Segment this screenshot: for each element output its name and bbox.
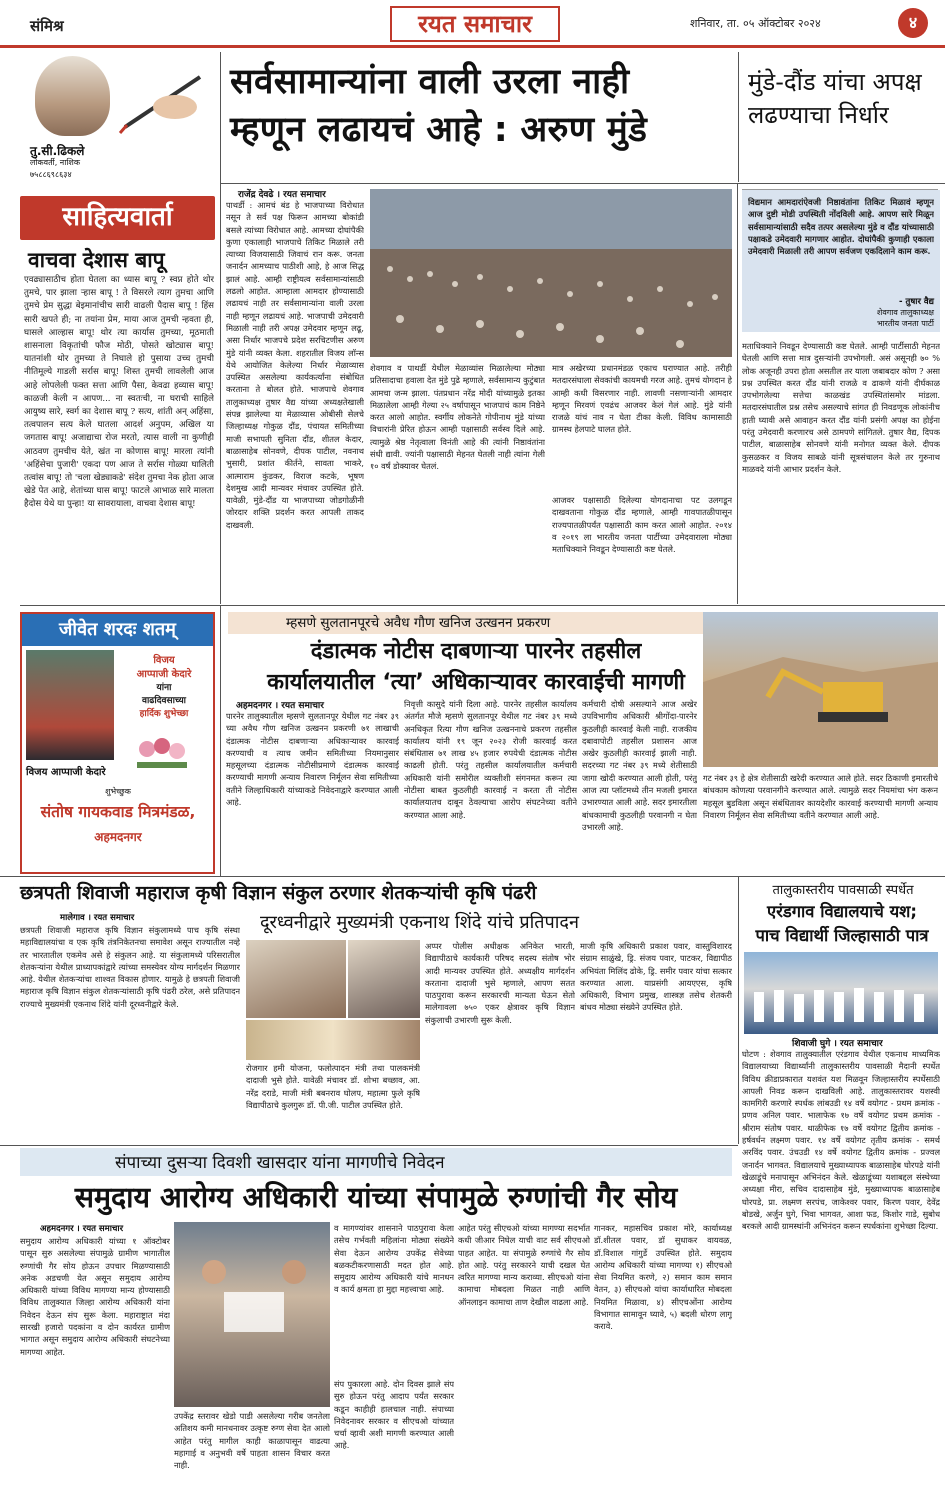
- krushi-subhead: दूरध्वनीद्वारे मुख्यमंत्री एकनाथ शिंदे यांचे प्रतिपादन: [260, 912, 579, 933]
- rally-crowd-photo: [370, 189, 732, 357]
- page-header: [0, 0, 945, 48]
- birthday-greeting: [120, 652, 208, 719]
- school-byline: शिवाजी घुगे । रयत समाचार: [792, 1039, 883, 1049]
- lead-col1: पाथर्डी : आमचं बंड हे भाजपाच्या विरोधात नसून ते सर्व पक्ष फिरून आमच्या बोकांडी बसले त्यांच्या विरोधात आहे. आमच्या दोघांपैकी कुणा एकालाही भाजपाचे तिकिट मिळाले तरी त्याच्या विजयासाठी जिवाचं रान करू. जनता जनार्दन आमच्याच पाठीशी आहे, हे आज सिद्ध झालं आहे. आम्ही राष्ट्रीयत्व सर्वसामान्यांसाठी लढलो आहोत. आम्हाला आमदार होण्यासाठी लढायचं नाही तर सर्वसामान्यांना वाली उरला नाही म्हणून लढायचं आहे. भाजपाची उमेदवारी मिळाली नाही तरी अपक्ष उमेदवार म्हणून लढू, असा निर्धार भाजपचे प्रदेश सरचिटणीस अरुण मुंडे यांनी व्यक्त केला. शहरातील विजय लॉन्स येथे आयोजित केलेल्या निर्धार मेळाव्यास उपस्थित असलेल्या कार्यकर्त्यांना संबोधित करताना ते बोलत होते. भाजपाचे शेवगाव तालुकाध्यक्ष तुषार वैद्य यांच्या अध्यक्षतेखाली संपन्न झालेल्या या मेळाव्यास ओबीसी सेलचे जिल्हाध्यक्ष गोकुळ दौंड, पंचायत समितीच्या माजी सभापती सुनिता दौंड, शीतल केदार, बाळासाहेब सोनवणे, दीपक पाटील, नवनाथ भुसारी, प्रशांत कीर्तने, सावता भाकरे, आत्माराम कुंडकर, विराज कटके, भूषण देशमुख आदी मान्यवर मंचावर उपस्थित होते. यावेळी, मुंडे-दौंड या भाजपाच्या जोडगोळीनी जोरदार शक्ति प्रदर्शन करत आपली ताकद दाखवली.: [226, 200, 364, 530]
- masthead: रयत समाचार: [390, 6, 560, 42]
- lead-col4: आजवर पक्षासाठी दिलेल्या योगदानाचा पट उलगडून दाखवताना गोकुळ दौंड म्हणाले, आम्ही गावपातळीपासून राज्यपातळीपर्यंत पक्षासाठी काम करत आलो आहोत. २०१४ व २०१९ ला भारतीय जनता पार्टीच्या उमेदवाराला मोठ्या मताधिक्याने निवडून देण्यासाठी कष्ट घेतले.: [552, 495, 732, 555]
- poem-title: वाचवा देशास बापू: [28, 248, 165, 272]
- poem-text: एवढ्यासाठीच होता घेतला का ध्यास बापू ? स्वप्न होते थोर तुमचे, पार झाला ऱ्हास बापू ! ते विसरले त्याग तुमचा आणि तुमचे प्रेम सुद्धा बेइमानांचीच सारी वाढली पैदास बापू ! हिंस सारी खपते ही; ना तयांना प्रेम, माया आज तुमची न्हवता ही, घासले आल्हास बापू! थोर त्या कार्यास तुमच्या, मूठमाती शासनाला विकृतांची फौज मोठी, पोसते खोट्यास बापू! यातनांशी थोर तुमच्या ते निघाले हो पुसाया उच्च तुमची नीतिमूल्ये गाडली सर्रास बापू! शिस्त तुमची लावलेली आज आहे लोपलेली फक्त सत्ता आणि पैसा, केवढा हव्यास बापू! काळजी केली न आपण... ना स्वतःची, ना घराची साहिले आयुष्य सारे, स्वर्ग का देशास बापू ? सत्य, शांती अन् अहिंसा, तत्वपालन सत्य केले घातला आदर्श अनुपम, अखिल या जगतास बापू! अजाद्याचा रोज मरतो, त्यास वाली ना कुणीही आठवण तुमचीच येते, खंत ना कोणास बापू! मारला त्यांनी 'अहिंसेचा पुजारी' एकदा पण आज ते सर्रास गोळ्या घालिती तत्वांस बापू! तो 'चला खेड्याकडे' संदेश तुमचा नेक होता आज खेडे पेत आहे, शेतांच्या घास बापू! फाटले आभाळ सारे मालता हैदोस येथे या पुन्हा! या सावरायाला, वाचवा देशास बापू!: [24, 275, 214, 510]
- school-students-photo: [744, 952, 938, 1034]
- krushi-photo-1: [246, 940, 346, 1018]
- sidebar-headline: मुंडे-दौंड यांचा अपक्ष लढण्याचा निर्धार: [748, 68, 922, 129]
- birthday-ad: [20, 612, 215, 874]
- health-headline: समुदाय आरोग्य अधिकारी यांच्या संपामुळे रुग्णांची गैर सोय: [74, 1181, 678, 1214]
- school-headline-line1: एरंडगाव विद्यालयाचे यश;: [767, 902, 917, 921]
- lead-col2: शेवगाव व पाथर्डी येथील मेळाव्यांस मिळालेल्या मोठ्या प्रतिसादाचा हवाला देत मुंडे पुढे म्हणाले, सर्वसामान्य कुटुंबात आमचा जन्म झाला. पंतप्रधान नरेंद्र मोदी यांच्यामुळे इतका मिळालेला आम्ही गेल्या २५ वर्षापासून भाजपाचं काम निष्ठेने करत आलो आहोत. स्वर्गीय लोकनेते गोपीनाथ मुंडे यांच्या विचारांनी प्रेरित होऊन आम्ही पक्षासाठी सर्वस्व दिले आहे. त्यामुळे श्रेष्ठ नेतृत्वाला विनंती आहे की त्यांनी निष्ठावंतांना संधी द्यावी. ज्यांनी पक्षासाठी मेहनत घेतली नाही त्यांना गेली १० वर्षं डोक्यावर घेतलं.: [370, 363, 545, 472]
- mining-headline: [256, 636, 696, 698]
- quote-author-role: शेवगाव तालुकाध्यक्ष: [876, 308, 934, 317]
- greet-line3: यांना: [156, 683, 172, 693]
- birthday-person-photo: [26, 650, 114, 760]
- krushi-photo-2: [348, 940, 420, 1018]
- author-photo: [35, 56, 110, 136]
- birthday-person-name: विजय आप्पाजी केदारे: [26, 767, 106, 778]
- health-col6: संप पुकारला आहे. दोन दिवस झाले संप सुरु होऊन परंतु आदाप पर्यंत सरकार कडून काहीही हालचाल नाही. संपाच्या निवेदनावर सरकार व सीएचओ यांच्यात चर्चा व्हावी अशी मागणी करण्यात आली आहे.: [334, 1379, 454, 1451]
- author-phone: ७५८८६९८६३४: [30, 170, 72, 179]
- health-col3: आहेत परंतु सीएचओ यांच्या मागण्या सदर्भात कधी जीआर निघेल याची वाट सर्व सीएचओ पाहत आहेत. या संपामुळे रुग्णांचे गैर सोय होत आहे. परंतु सरकारने याची दखल घेत त्वरित मागण्या मान्य कराव्या. सीएचओ यांना कामाचा मोबदला मिळत नाही आणि ऑनलाइन कामाचा ताण देखील वाढला आहे.: [458, 1223, 590, 1307]
- mining-col2: निवृत्ती कासुदे यांनी दिला आहे. पारनेर तहसील कार्यालय अंतर्गत मौजे म्हसणे सुलतानपूर येथील गट नंबर ३९ मध्ये अनधिकृत रित्या गौण खनिज उत्खननाचे प्रकरण तहसील कार्यालय यांनी १९ जून २०२३ रोजी कारवाई करत संबंधितास ७१ लाख ४५ हजार रुपयेची दंडात्मक नोटीस काढली होती. परंतु तहसील कार्यालयातील कर्मचारी अधिकारी यांनी समोरील व्यक्तीशी संगनमत करून त्या नोटीसा बाबत कुठलीही कारवाई न करता ती नोटीस कार्यालयातच दाबून ठेवल्याचा आरोप संघटनेच्या वतीने करण्यात आला आहे.: [404, 699, 577, 820]
- greet-line2: आप्पाजी केदारे: [136, 669, 192, 680]
- greet-line5: हार्दिक शुभेच्छा: [139, 709, 189, 719]
- health-col1: समुदाय आरोग्य अधिकारी यांच्या १ ऑक्टोबर पासून सुरु असलेल्या संपामुळे ग्रामीण भागातील रुग्णांची गैर सोय होऊन उपचार मिळण्यासाठी अनेक अडचणी येत असून समुदाय आरोग्य अधिकारी यांच्या विविध मागण्या मान्य होण्यासाठी विविध तालुक्यात जिल्हा आरोग्य अधिकारी यांना निवेदन देऊन संप सुरू केला. महाराष्ट्रात मंदा सारखी हजारो पदकांना व दोन कार्यरत ग्रामीण भागात असून समुदाय आरोग्य अधिकारी संघटनेच्या मागण्या आहेत.: [20, 1236, 170, 1357]
- krushi-headline: छत्रपती शिवाजी महाराज कृषी विज्ञान संकुल ठरणार शेतकऱ्यांची कृषि पंढरी: [20, 882, 537, 904]
- krushi-col2: अप्पर पोलीस अधीक्षक अनिकेत भारती, विद्यापीठाचे कार्यकारी परिषद सदस्य संतोष भोर आदी मान्यवर उपस्थित होते. अध्यक्षीय मार्गदर्शन करताना दादाजी भुसे म्हणाले, आपण सतत पाठपुरावा करून सरकारची मान्यता घेऊन सेतो मालेगावला ७५० एकर क्षेत्रावर कृषि विज्ञान संकुलाची उभारणी सुरू केली.: [425, 941, 575, 1025]
- lead-headline: [230, 58, 735, 154]
- greet-line1: विजय: [153, 655, 175, 666]
- mining-col1: पारनेर तालुक्यातील म्हसणे सुलतानपूर येथील गट नंबर ३९ च्या अवैध गौण खनिज उत्खनन प्रकरणी ७१ लाखाची दंडात्मक नोटीस दाबणाऱ्या अधिकाऱ्यावर कारवाई करण्याची व त्याच जमीन समितीच्या नियमानुसार महसूलच्या दंडात्मक नोटीसीप्रमाणे दंडात्मक कारवाई करण्याची मागणी अन्याय निवारण निर्मूलन सेवा समितीच्या वतीने जिल्हाधिकारी यांच्याकडे निवेदनाद्वारे करण्यात आली आहे.: [226, 711, 399, 808]
- health-col5: उपकेंद्र स्तरावर खेडो पाडी असलेल्या गरीब जनतेला अतिशय कमी मानधनावर उत्कृष्ट रुग्ण सेवा देत आलो आहेत परंतु मागील काही काळापासून वाढत्या महागाई व अनुभवी वर्षे पाहता शासन विचार करत नाही.: [174, 1411, 330, 1471]
- lead-byline: राजेंद्र देवढे । रयत समाचार: [238, 190, 326, 200]
- mining-col4: गट नंबर ३९ हे क्षेत्र शेतीसाठी खरेदी करण्यात आले होते. सदर ठिकाणी इमारतीचे बांधकाम कोणत्या परवानगीने करण्यात आले. त्यामुळे सदर नियमांचा भंग करून महसूल बुडविला असून संबंधितावर कायदेशीर कारवाई करण्याची मागणी अन्याय निवारण निर्मूलन सेवा समितीच्या वतीने करण्यात आली आहे.: [703, 773, 938, 820]
- school-body: घोटण : शेवगाव तालुक्यातील एरंडगाव येथील एकनाथ माध्यमिक विद्यालयाच्या विद्यार्थ्यांनी तालुकास्तरीय पावसाळी मैदानी स्पर्धेत विविध क्रीडाप्रकारात यशवंत यश मिळवून जिल्हास्तरीय स्पर्धेसाठी आपली निवड करून दाखविली आहे. तालुकास्तरावर यशस्वी कामगिरी करणारे स्पर्धक लांबउडी १४ वर्षे वयोगट - प्रथम क्रमांक - प्रणव अनिल पवार. भालाफेक १७ वर्षे वयोगट प्रथम क्रमांक - श्रीराम संतोष पवार. थाळीफेक १७ वर्षे वयोगट द्वितीय क्रमांक - हर्षवर्धन लक्ष्मण पवार. १४ वर्षे वयोगट तृतीय क्रमांक - समर्थ अरविंद पवार. उंचउडी १४ वर्षे वयोगट द्वितीय क्रमांक - प्रज्वल जनार्दन भागवत. विद्यालयाचे मुख्याध्यापक बाळासाहेब घोरपडे यांनी खेळाडूंचे मनापासून अभिनंदन केले. खेळाडूंच्या यशाबद्दल संस्थेच्या अध्यक्षा मीरा, सचिव दादासाहेब मुंडे, मुख्याध्यापक बाळासाहेब घोरपडे, प्रा. लक्ष्मण सरपंच, जाकेश्वर पवार, किरण पवार, देवेंद्र बोडखे, अर्जुन घुगे, भिवा भागवत, आशा फड, किशोर गाडे, सुबोध बरकले आदी ग्रामस्थांनी अभिनंदन करून स्पर्धकांना शुभेच्छा दिल्या.: [742, 1049, 940, 1232]
- mining-headline-line2: कार्यालयातील ‘त्या’ अधिकाऱ्यावर कारवाईची मागणी: [267, 670, 685, 695]
- krushi-photo-3: [246, 1020, 420, 1060]
- page-number: ४: [898, 8, 928, 38]
- pen-hand-image: [115, 67, 210, 137]
- quote-author: - तुषार वैद्य: [899, 297, 934, 307]
- health-byline: अहमदनगर । रयत समाचार: [40, 1224, 124, 1234]
- health-protest-photo: [174, 1222, 330, 1407]
- sidebar-body: मताधिक्याने निवडून देण्यासाठी कष्ट घेतले. आम्ही पार्टीसाठी मेहनत घेतली आणि सत्ता मात्र दुसऱ्यांनी उपभोगली. असं असूनही ७० % लोक अजूनही उपरा होता असतील तर याला जबाबदार कोण ? असा प्रश्न उपस्थित करत दौंड यांनी राजळे व ढाकणे यांनी दीर्घकाळ उपभोगलेल्या सत्तेचा काळखंड उपस्थितांसमोर मांडला. मतदारसंघातील प्रश्न तसेच असल्याचे सांगत ही निवडणूक लोकांनीच हाती घ्यावी असे आवाहन करत दौंड यांनी प्रसंगी अपक्ष का होईना परंतु उमेदवारी करणारच असे ठामपणे सांगितले. तुषार वैद्य, दिपक पाटील, बाळासाहेब सोनवणे यांनी मनोगत व्यक्त केले. दीपक कुसळकर व विजय साबळे यांनी सूत्रसंचालन केले तर गुरुनाथ माळवदे यांनी आभार प्रदर्शन केले.: [742, 341, 940, 474]
- section-label: संमिश्र: [30, 17, 64, 35]
- mining-col3: कर्मचारी दोषी असल्याने आज अखेर उपविभागीय अधिकारी श्रीगोंदा-पारनेर कुठलीही कारवाई केली नाही. राजकीय दबावापोटी तहसील प्रशासन आज अखेर कुठलीही कारवाई झाली नाही. सदरच्या गट नंबर ३९ मध्ये शेतीसाठी जागा खोदी करण्यात आली होती, परंतु आज त्या प्लॉटमध्ये तीन मजली इमारत उभारण्यात आली आहे. सदर इमारतीला बांधकामाची कुठलीही परवानगी न घेता उभारली आहे.: [582, 699, 697, 832]
- lead-headline-line1: सर्वसामान्यांना वाली उरला नाही: [230, 62, 630, 102]
- sponsor-city: अहमदनगर: [94, 830, 142, 844]
- quote-text: विद्यमान आमदारांऐवजी निष्ठावंतांना तिकिट मिळावं म्हणून आज दुष्टी मोडी उपस्थिती नोंदविली आहे. आपण सारे मिळून सर्वसामान्यांसाठी सदैव तत्पर असलेल्या मुंडे व दौंड यांच्यासाठी पक्षाकडे उमेदवारी मागणार आहोत. दोघांपैकी कुणाही एकाला उमेदवारी मिळाली तरी आपण सर्वजण एकदिलाने काम करू.: [748, 197, 934, 257]
- krushi-col3: माजी कृषि अधिकारी प्रकाश पवार, वास्तुविशारद संग्राम साळुंखे, ड्रि. संजय पवार, पाटकर, विद्यापीठ अभियंता मिलिंद ढोके, ड्रि. समीर पवार यांचा सत्कार करण्यात आला. याप्रसंगी आयएएस, कृषि अधिकारी, विभाग प्रमुख, शास्त्रज्ञ तसेच शेतकरी बांधव मोठ्या संख्येने उपस्थित होते.: [580, 941, 732, 1013]
- lead-col3: मात्र अखेरच्या प्रधानमंडळ एकाच घराण्यात आहे. तरीही मतदारसंघाला सेवकांची कायमची गरज आहे. तुमचं योगदान हे आम्ही कधी विसरणार नाही. लावणी नसणाऱ्यांनी आमदार म्हणून मिरवणं एवढंच आजवर केलं गेलं आहे. मुंडे यांनी राजळे यांचं नाव न घेता टीका केली. विविध कामासाठी ग्रामस्थ हेलपाटे घालत होते.: [552, 363, 732, 435]
- birthday-title: जीवेत शरदः शतम्: [22, 614, 213, 646]
- krushi-byline: मालेगाव । रयत समाचार: [60, 913, 135, 923]
- mining-byline: अहमदनगर । रयत समाचार: [236, 701, 324, 711]
- issue-date: शनिवार, ता. ०५ ऑक्टोबर २०२४: [690, 17, 821, 30]
- greet-line4: वाढदिवसाच्या: [141, 696, 187, 706]
- sponsor-label: शुभेच्छुक: [105, 787, 131, 796]
- sidebar-quote-box: [742, 190, 940, 332]
- author-box: [20, 52, 215, 182]
- mining-kicker: म्हसणे सुलतानपूरचे अवैध गौण खनिज उत्खनन प्रकरण: [286, 615, 551, 631]
- krushi-col4: रोजगार हमी योजना, फलोत्पादन मंत्री तथा पालकमंत्री दादाजी भुसे होते. यावेळी मंचावर डॉ. शोभा बच्छाव, आ. नरेंद्र दराडे, माजी मंत्री बबनराव घोलप, महात्मा फुले कृषि विद्यापीठाचे कुलगुरू डॉ. पी.जी. पाटील उपस्थित होते.: [246, 1063, 420, 1110]
- school-headline-line2: पाच विद्यार्थी जिल्हासाठी पात्र: [755, 926, 929, 945]
- lead-headline-line2: म्हणून लढायचं आहे : अरुण मुंडे: [230, 110, 648, 150]
- health-kicker: संपाच्या दुसऱ्या दिवशी खासदार यांना मागणीचे निवेदन: [115, 1153, 445, 1173]
- author-name: तु.सी.ढिकले: [30, 144, 85, 158]
- excavator-photo: [703, 612, 938, 767]
- quote-author-party: भारतीय जनता पार्टी: [876, 319, 934, 328]
- health-col2: व मागण्यांवर शासनाने पाठपुरावा केला तसेच गर्भवती महिलांना मोठ्या संख्येने सेवा देऊन आरोग्य उपकेंद्र सेवेच्या बळकटीकरणासाठी मदत होत आहे. समुदाय आरोग्य अधिकारी यांचे मानधन व कार्य क्षमता हा मुद्दा महत्त्वाचा आहे.: [334, 1223, 454, 1295]
- school-kicker: तालुकास्तरीय पावसाळी स्पर्धेत: [772, 883, 914, 898]
- sponsor-name: संतोष गायकवाड मित्रमंडळ,: [40, 803, 196, 821]
- health-col4: गानकर, महासचिव प्रकाश मोरे, कार्याध्यक्ष डॉ.शीतल पवार, डॉ सुधाकर वायवळ, डॉ.विशाल गांगुर्डे उपस्थित होते. समुदाय आरोग्य अधिकारी यांच्या मागण्या १) सीएचओ सेवा नियमित करणे, २) समान काम समान वेतन, ३) सीएचओ यांचा कार्याधारित मोबदला नियमित मिळावा, ४) सीएचओंना आरोग्य विभागात सामावून घ्यावे, ५) बदली धोरण लागू करावे.: [594, 1223, 732, 1332]
- author-role: लोकवर्ती, नाशिक: [30, 158, 80, 167]
- sahitya-title: साहित्यवार्ता: [62, 202, 173, 232]
- sahitya-banner: [20, 196, 215, 240]
- mining-headline-line1: दंडात्मक नोटीस दाबणाऱ्या पारनेर तहसील: [310, 639, 642, 664]
- school-headline: [744, 900, 940, 948]
- krushi-col1: छत्रपती शिवाजी महाराज कृषि विज्ञान संकुलामध्ये पाच कृषि संस्था महाविद्यालयांचा व एक कृषि तंत्रनिकेतनचा समावेश असून राज्यातील नव्हे तर भारतातील एकमेव असे हे संकुलन आहे. या संकुलामध्ये परिसरातील शेतकऱ्यांना येथील प्राध्यापकांद्वारे त्यांच्या समस्येवर योग्य मार्गदर्शन मिळणार आहे. येथील शेतकऱ्यांचा शाश्वत विकास होणार. यामुळे हे छत्रपती शिवाजी महाराज कृषि विज्ञान संकुल शेतकऱ्यांसाठी कृषि पंढरी ठरेल, असे प्रतिपादन राज्याचे मुख्यमंत्री एकनाथ शिंदे यांनी दूरध्वनीद्वारे केले.: [20, 925, 240, 1009]
